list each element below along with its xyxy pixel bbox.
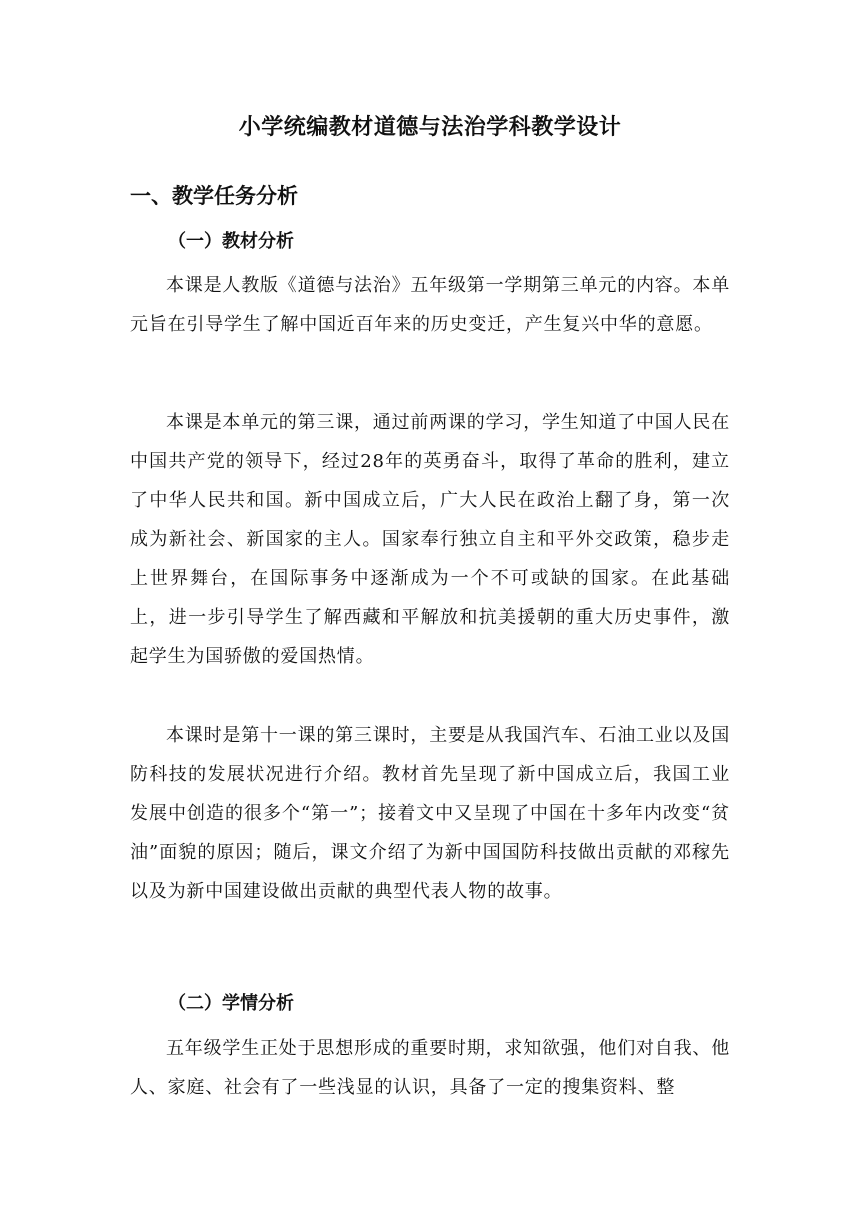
- document-title: 小学统编教材道德与法治学科教学设计: [238, 115, 622, 140]
- paragraph-unit-overview: 本课是人教版《道德与法治》五年级第一学期第三单元的内容。本单元旨在引导学生了解中国近百年来的历史变迁，产生复兴中华的意愿。: [130, 275, 730, 335]
- paragraph-lesson-context: 本课是本单元的第三课，通过前两课的学习，学生知道了中国人民在中国共产党的领导下，经过28年的英勇奋斗，取得了革命的胜利，建立了中华人民共和国。新中国成立后，广大人民在政治上翻了身，第一次成为新社会、新国家的主人。国家奉行独立自主和平外交政策，稳步走上世界舞台，在国际事务中逐渐成为一个不可或缺的国家。在此基础上，进一步引导学生了解西藏和平解放和抗美援朝的重大历史事件，激起学生为国骄傲的爱国热情。: [130, 412, 730, 667]
- subsection-heading-textbook-analysis: （一）教材分析: [168, 231, 294, 252]
- paragraph-student-analysis: 五年级学生正处于思想形成的重要时期，求知欲强，他们对自我、他人、家庭、社会有了一些浅显的认识，具备了一定的搜集资料、整: [130, 1038, 730, 1098]
- paragraph-lesson-content: 本课时是第十一课的第三课时，主要是从我国汽车、石油工业以及国防科技的发展状况进行介绍。教材首先呈现了新中国成立后，我国工业发展中创造的很多个“第一”；接着文中又呈现了中国在十多年内改变“贫油”面貌的原因；随后，课文介绍了为新中国国防科技做出贡献的邓稼先以及为新中国建设做出贡献的典型代表人物的故事。: [130, 725, 730, 902]
- section-heading-teaching-task-analysis: 一、教学任务分析: [130, 184, 298, 208]
- subsection-heading-student-analysis: （二）学情分析: [168, 993, 294, 1014]
